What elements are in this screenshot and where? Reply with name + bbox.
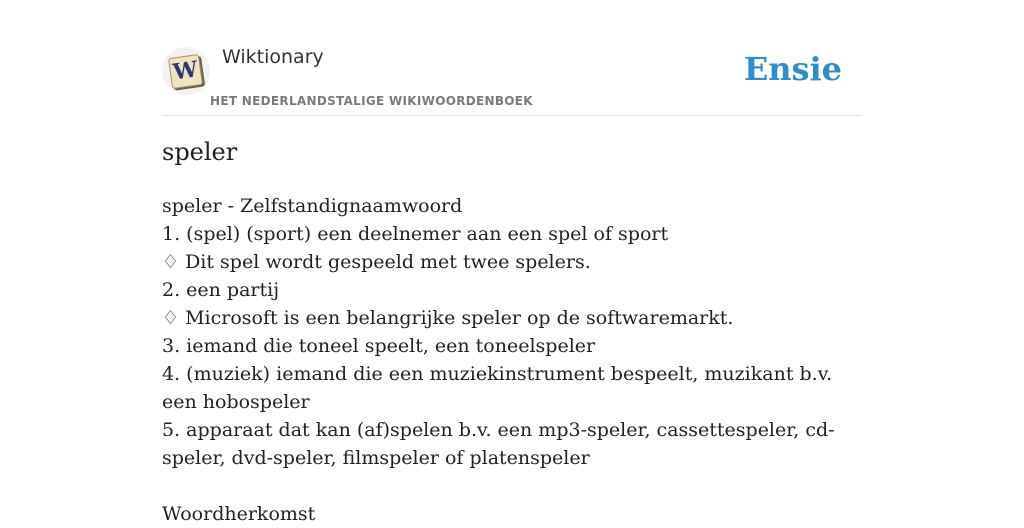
wiktionary-logo-icon[interactable]	[162, 47, 210, 95]
definition-line-5: 5. apparaat dat kan (af)spelen b.v. een mp3-speler, cassettespeler, cd-speler, dvd-speler, filmspeler of platenspeler	[162, 419, 835, 469]
section-heading-etymology: Woordherkomst	[162, 503, 316, 525]
site-name[interactable]: Wiktionary	[222, 46, 324, 68]
site-header	[162, 0, 862, 116]
site-tagline: HET NEDERLANDSTALIGE WIKIWOORDENBOEK	[210, 94, 533, 108]
definition-line-4: 4. (muziek) iemand die een muziekinstrument bespeelt, muzikant b.v. een hobospeler	[162, 363, 833, 413]
definition-line-2: 2. een partij	[162, 279, 280, 301]
page-title: speler	[162, 138, 238, 166]
definition-line-1: 1. (spel) (sport) een deelnemer aan een spel of sport	[162, 223, 669, 245]
page	[162, 0, 862, 525]
ensie-brand-link[interactable]: Ensie	[743, 50, 842, 88]
definition-line-3: 3. iemand die toneel speelt, een toneelspeler	[162, 335, 596, 357]
example-line-1: ♢ Dit spel wordt gespeeld met twee spelers.	[162, 251, 591, 273]
example-line-2: ♢ Microsoft is een belangrijke speler op de softwaremarkt.	[162, 307, 734, 329]
section-spacer	[162, 472, 862, 500]
logo-tile: W	[168, 54, 203, 89]
word-class-line: speler - Zelfstandignaamwoord	[162, 195, 463, 217]
definition-content	[162, 192, 862, 528]
